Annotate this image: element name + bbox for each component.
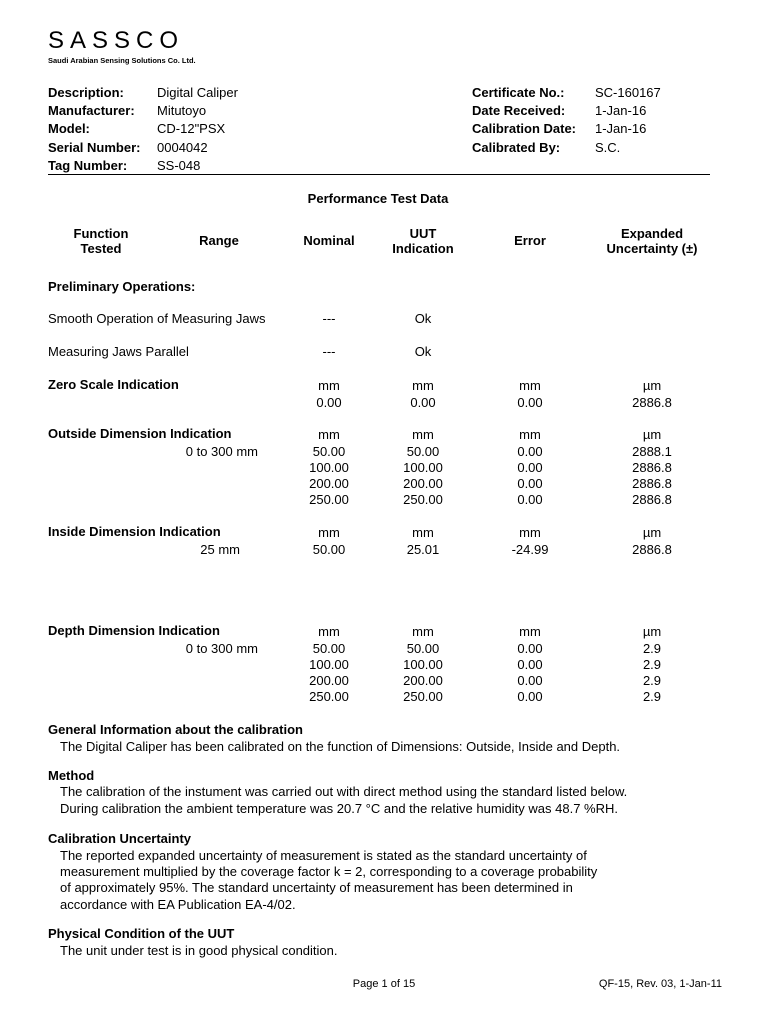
- col-header-function: [56, 226, 146, 256]
- unit-uncertainty: µm: [642, 378, 662, 393]
- physical-condition-text: The unit under test is in good physical condition.: [60, 943, 338, 958]
- section-title-zero-scale: Zero Scale Indication: [48, 377, 179, 392]
- cell-error: 0.00: [517, 460, 543, 475]
- description-label: Description:: [48, 85, 124, 100]
- cell-uut: 50.00: [406, 641, 440, 656]
- model-label: Model:: [48, 121, 90, 136]
- cell-uut: 200.00: [403, 476, 443, 491]
- uncertainty-text: measurement multiplied by the coverage factor k = 2, corresponding to a coverage probability: [60, 864, 598, 879]
- cell-uncertainty: 2886.8: [632, 542, 672, 557]
- unit-uncertainty: µm: [642, 525, 662, 540]
- col-header-uncertainty: [592, 226, 712, 256]
- cell-uut: 100.00: [403, 657, 443, 672]
- section-title-outside: Outside Dimension Indication: [48, 426, 232, 441]
- unit-error: mm: [519, 624, 541, 639]
- cell-uncertainty: 2.9: [642, 673, 662, 688]
- cell-nominal: 50.00: [312, 444, 346, 459]
- unit-uut: mm: [412, 525, 434, 540]
- cell-nominal: 200.00: [309, 673, 349, 688]
- cell-uncertainty: 2886.8: [632, 492, 672, 507]
- cell-uncertainty: 2886.8: [632, 395, 672, 410]
- cell-nominal: 100.00: [309, 460, 349, 475]
- calibration-date-value: 1-Jan-16: [595, 121, 647, 136]
- cell-nominal: 100.00: [309, 657, 349, 672]
- prelim-row-label: Measuring Jaws Parallel: [48, 344, 189, 359]
- cell-error: 0.00: [517, 673, 543, 688]
- range-outside: 0 to 300 mm: [185, 444, 258, 459]
- uncertainty-text: The reported expanded uncertainty of measurement is stated as the standard uncertainty of: [60, 848, 587, 863]
- uncertainty-title: Calibration Uncertainty: [48, 831, 192, 846]
- col-header-nominal: Nominal: [303, 233, 355, 248]
- certificate-no-label: Certificate No.:: [472, 85, 565, 100]
- page-number: Page 1 of 15: [352, 978, 416, 990]
- unit-error: mm: [519, 427, 541, 442]
- unit-error: mm: [519, 525, 541, 540]
- cell-uncertainty: 2.9: [642, 641, 662, 656]
- unit-nominal: mm: [318, 624, 340, 639]
- prelim-row-uut: Ok: [414, 311, 432, 326]
- col-header-uut: [378, 226, 468, 256]
- unit-uut: mm: [412, 378, 434, 393]
- company-logo-text: SASSCO: [48, 27, 185, 54]
- calibrated-by-label: Calibrated By:: [472, 140, 561, 155]
- cell-error: 0.00: [517, 444, 543, 459]
- date-received-label: Date Received:: [472, 103, 566, 118]
- physical-condition-title: Physical Condition of the UUT: [48, 926, 235, 941]
- cell-error: 0.00: [517, 689, 543, 704]
- model-value: CD-12"PSX: [157, 121, 226, 136]
- prelim-row-nominal: ---: [322, 311, 336, 326]
- header-divider: [48, 174, 710, 175]
- cell-nominal: 50.00: [312, 542, 346, 557]
- col-header-uut-line2: Indication: [392, 241, 454, 256]
- unit-uut: mm: [412, 427, 434, 442]
- cell-uncertainty: 2.9: [642, 657, 662, 672]
- cell-uut: 250.00: [403, 689, 443, 704]
- cell-error: -24.99: [511, 542, 549, 557]
- unit-uncertainty: µm: [642, 624, 662, 639]
- cell-nominal: 200.00: [309, 476, 349, 491]
- serial-number-label: Serial Number:: [48, 140, 141, 155]
- uncertainty-text: of approximately 95%. The standard uncertainty of measurement has been determined in: [60, 880, 573, 895]
- cell-nominal: 0.00: [316, 395, 342, 410]
- cell-uut: 0.00: [410, 395, 436, 410]
- general-info-text: The Digital Caliper has been calibrated on the function of Dimensions: Outside, Inside and Depth.: [60, 739, 621, 754]
- cell-uncertainty: 2886.8: [632, 476, 672, 491]
- cell-uut: 100.00: [403, 460, 443, 475]
- company-subtitle: Saudi Arabian Sensing Solutions Co. Ltd.: [48, 56, 196, 65]
- cell-uncertainty: 2886.8: [632, 460, 672, 475]
- cell-nominal: 50.00: [312, 641, 346, 656]
- calibration-date-label: Calibration Date:: [472, 121, 577, 136]
- section-title-depth: Depth Dimension Indication: [48, 623, 220, 638]
- tag-number-label: Tag Number:: [48, 158, 128, 173]
- unit-error: mm: [519, 378, 541, 393]
- method-title: Method: [48, 768, 95, 783]
- cell-error: 0.00: [517, 657, 543, 672]
- col-header-uncertainty-line2: Uncertainty (±): [606, 241, 698, 256]
- cell-uncertainty: 2.9: [642, 689, 662, 704]
- serial-number-value: 0004042: [157, 140, 208, 155]
- preliminary-title: Preliminary Operations:: [48, 279, 196, 294]
- col-header-error: Error: [514, 233, 546, 248]
- cell-error: 0.00: [517, 395, 543, 410]
- date-received-value: 1-Jan-16: [595, 103, 647, 118]
- cell-error: 0.00: [517, 641, 543, 656]
- prelim-row-label: Smooth Operation of Measuring Jaws: [48, 311, 266, 326]
- range-depth: 0 to 300 mm: [185, 641, 258, 656]
- uncertainty-text: accordance with EA Publication EA-4/02.: [60, 897, 296, 912]
- unit-uut: mm: [412, 624, 434, 639]
- cell-error: 0.00: [517, 492, 543, 507]
- col-header-range: Range: [199, 233, 239, 248]
- manufacturer-value: Mitutoyo: [157, 103, 207, 118]
- calibrated-by-value: S.C.: [595, 140, 621, 155]
- tag-number-value: SS-048: [157, 158, 201, 173]
- certificate-no-value: SC-160167: [595, 85, 661, 100]
- col-header-uncertainty-line1: Expanded: [620, 226, 684, 241]
- cell-uut: 50.00: [406, 444, 440, 459]
- section-title-inside: Inside Dimension Indication: [48, 524, 221, 539]
- cell-nominal: 250.00: [309, 689, 349, 704]
- description-value: Digital Caliper: [157, 85, 238, 100]
- general-info-title: General Information about the calibration: [48, 722, 303, 737]
- cell-nominal: 250.00: [309, 492, 349, 507]
- unit-nominal: mm: [318, 378, 340, 393]
- method-text: During calibration the ambient temperature was 20.7 °C and the relative humidity was 48.7 %RH.: [60, 801, 618, 816]
- unit-nominal: mm: [318, 427, 340, 442]
- manufacturer-label: Manufacturer:: [48, 103, 135, 118]
- prelim-row-nominal: ---: [322, 344, 336, 359]
- cell-error: 0.00: [517, 476, 543, 491]
- table-title: Performance Test Data: [307, 191, 449, 206]
- method-text: The calibration of the instument was carried out with direct method using the standard listed below.: [60, 784, 628, 799]
- col-header-function-line1: Function: [73, 226, 129, 241]
- form-reference: QF-15, Rev. 03, 1-Jan-11: [598, 978, 722, 990]
- unit-nominal: mm: [318, 525, 340, 540]
- cell-uut: 200.00: [403, 673, 443, 688]
- cell-uut: 25.01: [406, 542, 440, 557]
- cell-uncertainty: 2888.1: [632, 444, 672, 459]
- unit-uncertainty: µm: [642, 427, 662, 442]
- col-header-uut-line1: UUT: [409, 226, 437, 241]
- cell-uut: 250.00: [403, 492, 443, 507]
- range-inside: 25 mm: [200, 542, 240, 557]
- prelim-row-uut: Ok: [414, 344, 432, 359]
- col-header-function-line2: Tested: [80, 241, 122, 256]
